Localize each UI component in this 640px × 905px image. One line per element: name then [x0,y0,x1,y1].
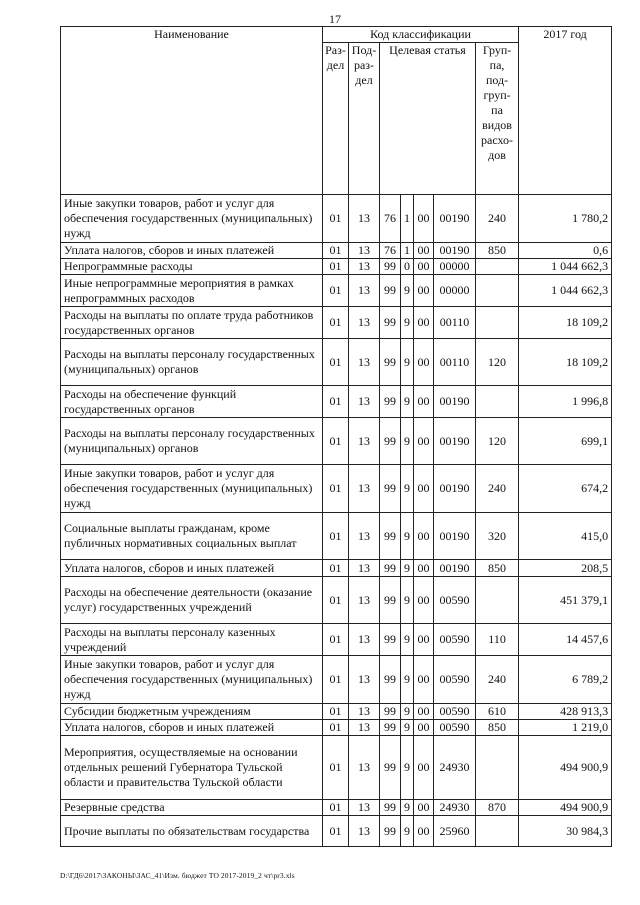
row-razdel: 01 [323,656,349,704]
row-target-2: 9 [401,465,414,513]
row-group [476,307,519,339]
header-target: Целевая статья [380,43,476,195]
row-amount: 208,5 [519,560,612,577]
table-row [61,307,612,339]
table-row [61,656,612,704]
table-row [61,736,612,800]
row-razdel: 01 [323,720,349,736]
row-group: 120 [476,339,519,386]
row-amount: 674,2 [519,465,612,513]
row-amount: 1 996,8 [519,386,612,418]
row-target-3: 00 [414,243,434,259]
table-body [61,195,612,847]
row-target-2: 9 [401,736,414,800]
row-amount: 0,6 [519,243,612,259]
row-amount: 14 457,6 [519,624,612,656]
row-name: Иные закупки товаров, работ и услуг для обеспечения государственных (муниципальных) нужд [61,465,323,513]
row-target-1: 99 [380,816,401,847]
row-target-3: 00 [414,386,434,418]
row-name: Иные непрограммные мероприятия в рамках непрограммных расходов [61,275,323,307]
row-target-3: 00 [414,624,434,656]
row-target-2: 9 [401,560,414,577]
row-name: Расходы на выплаты персоналу казенных учреждений [61,624,323,656]
row-amount: 6 789,2 [519,656,612,704]
table-row [61,275,612,307]
row-target-1: 99 [380,704,401,720]
row-target-4: 24930 [434,800,476,816]
row-target-1: 99 [380,307,401,339]
row-razdel: 01 [323,339,349,386]
row-target-4: 00190 [434,386,476,418]
row-target-1: 76 [380,243,401,259]
row-target-1: 99 [380,386,401,418]
row-group [476,736,519,800]
row-target-2: 9 [401,624,414,656]
row-target-4: 00110 [434,339,476,386]
row-group [476,386,519,418]
table-row [61,704,612,720]
header-name: Наименование [61,27,323,195]
file-path-footer: D:\ГД6\2017\ЗАКОНЫ\ЗАС_41\Изм. бюджет ТО 2017-2019_2 чт\pr3.xls [60,871,295,880]
row-name: Уплата налогов, сборов и иных платежей [61,243,323,259]
row-target-4: 00190 [434,243,476,259]
row-target-4: 00000 [434,259,476,275]
row-name: Иные закупки товаров, работ и услуг для обеспечения государственных (муниципальных) нужд [61,195,323,243]
header-group: Груп- па, под- груп- па видов расхо- дов [476,43,519,195]
row-group: 120 [476,418,519,465]
row-podrazdel: 13 [349,275,380,307]
row-target-2: 9 [401,418,414,465]
row-group: 240 [476,656,519,704]
table-row [61,339,612,386]
row-name: Расходы на обеспечение деятельности (оказание услуг) государственных учреждений [61,577,323,624]
header-razdel: Раз- дел [323,43,349,195]
row-target-1: 99 [380,418,401,465]
row-amount: 494 900,9 [519,800,612,816]
row-razdel: 01 [323,386,349,418]
header-row-1 [61,27,612,43]
table-row [61,800,612,816]
row-razdel: 01 [323,307,349,339]
row-target-1: 99 [380,577,401,624]
row-razdel: 01 [323,736,349,800]
table-row [61,577,612,624]
row-target-2: 9 [401,339,414,386]
row-razdel: 01 [323,577,349,624]
header-podrazdel: Под- раз- дел [349,43,380,195]
row-amount: 18 109,2 [519,339,612,386]
row-podrazdel: 13 [349,720,380,736]
row-razdel: 01 [323,195,349,243]
row-target-3: 00 [414,418,434,465]
row-target-2: 9 [401,720,414,736]
row-target-1: 99 [380,275,401,307]
row-podrazdel: 13 [349,513,380,560]
row-podrazdel: 13 [349,704,380,720]
row-target-4: 00110 [434,307,476,339]
row-group [476,259,519,275]
row-group: 240 [476,195,519,243]
row-target-3: 00 [414,195,434,243]
table-row [61,243,612,259]
row-target-1: 76 [380,195,401,243]
row-razdel: 01 [323,816,349,847]
row-razdel: 01 [323,560,349,577]
row-podrazdel: 13 [349,243,380,259]
row-target-1: 99 [380,465,401,513]
row-target-1: 99 [380,560,401,577]
row-target-4: 00190 [434,560,476,577]
row-target-4: 24930 [434,736,476,800]
row-target-4: 00590 [434,577,476,624]
row-name: Расходы на выплаты по оплате труда работников государственных органов [61,307,323,339]
row-amount: 1 044 662,3 [519,275,612,307]
table-row [61,386,612,418]
row-target-2: 1 [401,243,414,259]
row-podrazdel: 13 [349,386,380,418]
row-name: Расходы на выплаты персоналу государственных (муниципальных) органов [61,339,323,386]
row-target-1: 99 [380,259,401,275]
row-target-4: 00000 [434,275,476,307]
row-target-4: 00590 [434,720,476,736]
row-amount: 428 913,3 [519,704,612,720]
row-amount: 699,1 [519,418,612,465]
row-amount: 1 044 662,3 [519,259,612,275]
row-podrazdel: 13 [349,560,380,577]
row-target-2: 1 [401,195,414,243]
row-razdel: 01 [323,513,349,560]
row-podrazdel: 13 [349,577,380,624]
row-podrazdel: 13 [349,800,380,816]
row-name: Иные закупки товаров, работ и услуг для обеспечения государственных (муниципальных) нужд [61,656,323,704]
row-podrazdel: 13 [349,418,380,465]
row-group: 610 [476,704,519,720]
row-razdel: 01 [323,465,349,513]
row-target-4: 00190 [434,513,476,560]
row-target-4: 00590 [434,656,476,704]
row-target-4: 25960 [434,816,476,847]
row-amount: 415,0 [519,513,612,560]
row-group: 240 [476,465,519,513]
row-target-3: 00 [414,307,434,339]
row-podrazdel: 13 [349,339,380,386]
row-target-1: 99 [380,736,401,800]
row-razdel: 01 [323,418,349,465]
row-amount: 1 219,0 [519,720,612,736]
row-target-1: 99 [380,624,401,656]
row-podrazdel: 13 [349,656,380,704]
row-target-3: 00 [414,736,434,800]
row-amount: 18 109,2 [519,307,612,339]
row-podrazdel: 13 [349,195,380,243]
row-target-1: 99 [380,800,401,816]
table-row [61,624,612,656]
row-razdel: 01 [323,800,349,816]
row-group: 850 [476,720,519,736]
row-podrazdel: 13 [349,307,380,339]
row-target-2: 9 [401,816,414,847]
row-podrazdel: 13 [349,816,380,847]
budget-table [60,26,612,847]
table-row [61,195,612,243]
row-target-2: 9 [401,386,414,418]
table-row [61,465,612,513]
row-razdel: 01 [323,624,349,656]
row-name: Социальные выплаты гражданам, кроме публичных нормативных социальных выплат [61,513,323,560]
row-group: 320 [476,513,519,560]
row-target-3: 00 [414,275,434,307]
row-group [476,577,519,624]
row-target-2: 9 [401,800,414,816]
row-name: Мероприятия, осуществляемые на основании отдельных решений Губернатора Тульской области и правительства Тульской области [61,736,323,800]
row-podrazdel: 13 [349,624,380,656]
row-group [476,275,519,307]
row-name: Прочие выплаты по обязательствам государства [61,816,323,847]
row-target-3: 00 [414,339,434,386]
row-name: Уплата налогов, сборов и иных платежей [61,560,323,577]
row-target-2: 9 [401,275,414,307]
row-name: Уплата налогов, сборов и иных платежей [61,720,323,736]
row-target-4: 00190 [434,418,476,465]
row-target-4: 00590 [434,704,476,720]
row-group: 850 [476,243,519,259]
row-target-3: 00 [414,560,434,577]
row-name: Непрограммные расходы [61,259,323,275]
row-target-3: 00 [414,577,434,624]
page-number: 17 [329,12,341,26]
row-target-2: 9 [401,704,414,720]
row-target-2: 9 [401,513,414,560]
row-target-2: 9 [401,577,414,624]
row-target-1: 99 [380,339,401,386]
row-name: Резервные средства [61,800,323,816]
header-year: 2017 год [519,27,612,195]
row-target-3: 00 [414,513,434,560]
row-target-3: 00 [414,720,434,736]
row-target-4: 00190 [434,195,476,243]
table-row [61,418,612,465]
row-podrazdel: 13 [349,736,380,800]
row-razdel: 01 [323,259,349,275]
row-target-3: 00 [414,704,434,720]
table-row [61,560,612,577]
header-code: Код классификации [323,27,519,43]
row-name: Субсидии бюджетным учреждениям [61,704,323,720]
row-target-1: 99 [380,720,401,736]
row-target-3: 00 [414,816,434,847]
row-target-1: 99 [380,513,401,560]
row-group: 110 [476,624,519,656]
row-podrazdel: 13 [349,465,380,513]
row-razdel: 01 [323,275,349,307]
row-target-3: 00 [414,800,434,816]
row-podrazdel: 13 [349,259,380,275]
row-amount: 451 379,1 [519,577,612,624]
row-razdel: 01 [323,243,349,259]
row-group [476,816,519,847]
row-name: Расходы на выплаты персоналу государственных (муниципальных) органов [61,418,323,465]
row-amount: 494 900,9 [519,736,612,800]
row-target-2: 0 [401,259,414,275]
row-target-3: 00 [414,656,434,704]
row-target-4: 00590 [434,624,476,656]
row-target-2: 9 [401,307,414,339]
row-group: 870 [476,800,519,816]
row-name: Расходы на обеспечение функций государственных органов [61,386,323,418]
table-row [61,720,612,736]
table-row [61,513,612,560]
row-target-3: 00 [414,259,434,275]
row-amount: 30 984,3 [519,816,612,847]
row-target-1: 99 [380,656,401,704]
table-row [61,816,612,847]
row-target-4: 00190 [434,465,476,513]
table-row [61,259,612,275]
row-razdel: 01 [323,704,349,720]
row-target-3: 00 [414,465,434,513]
row-target-2: 9 [401,656,414,704]
row-group: 850 [476,560,519,577]
row-amount: 1 780,2 [519,195,612,243]
